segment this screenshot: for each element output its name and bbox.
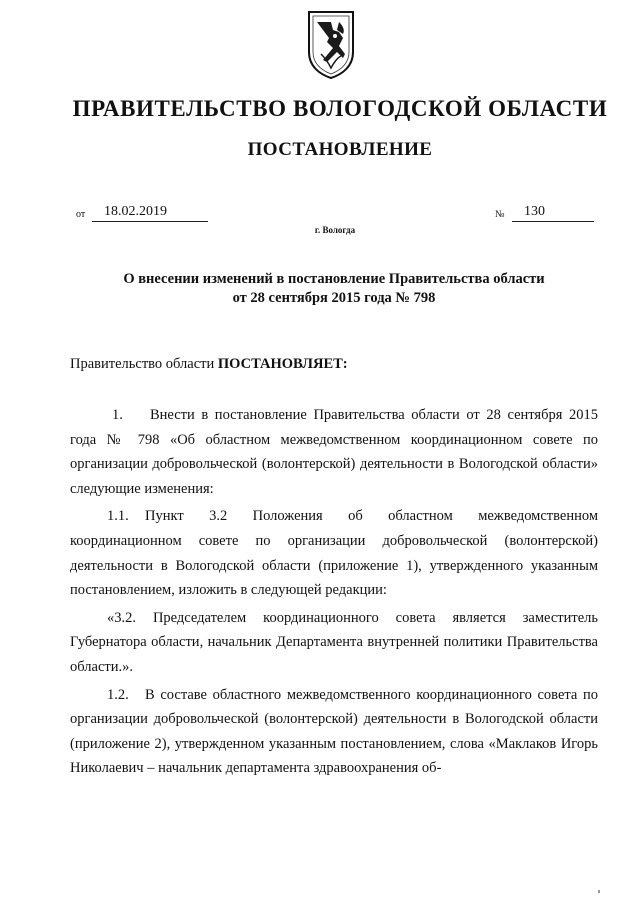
subject-line-2: от 28 сентября 2015 года № 798	[232, 290, 436, 306]
document-subject	[70, 270, 598, 308]
item-number: 1.2.	[107, 686, 129, 703]
date-underline	[92, 221, 208, 222]
document-date: 18.02.2019	[104, 204, 167, 219]
item-text: Внести в постановление Правительства области от 28 сентября 2015 года № 798 «Об областном межведомственном координационном совете по организации добровольческой (волонтерской) деятельности в Вологодской области» следующие изменения:	[70, 407, 598, 497]
city: г. Вологда	[314, 225, 356, 235]
item-text: В составе областного межведомственного координационного совета по организации добровольческой (волонтерской) деятельности в Вологодской области (приложение 2), утвержденном указанным постановлением, слова «Маклаков Игорь Николаевич – начальник департамента здравоохранения об-	[70, 686, 598, 777]
coat-of-arms-icon	[303, 8, 359, 80]
number-underline	[512, 221, 594, 222]
government-title: ПРАВИТЕЛЬСТВО ВОЛОГОДСКОЙ ОБЛАСТИ	[72, 96, 608, 121]
scan-artifact	[598, 890, 600, 893]
document-body	[70, 403, 598, 784]
decree-statement	[70, 356, 348, 373]
paragraph-item	[70, 683, 598, 781]
document-type: ПОСТАНОВЛЕНИЕ	[247, 139, 433, 160]
item-number: 1.	[112, 407, 123, 423]
paragraph-item	[70, 403, 598, 501]
decree-prefix: Правительство области	[70, 356, 218, 372]
paragraph-item	[70, 504, 598, 602]
document-number: 130	[524, 204, 545, 219]
decree-verb: ПОСТАНОВЛЯЕТ:	[217, 356, 348, 372]
paragraph-item	[70, 606, 598, 680]
date-label: от	[76, 209, 86, 220]
item-number: 1.1.	[107, 508, 129, 525]
item-text: «3.2. Председателем координационного совета является заместитель Губернатора области, начальник Департамента внутренней политики Правительства области.».	[70, 609, 598, 675]
subject-line-1: О внесении изменений в постановление Правительства области	[123, 271, 545, 287]
number-label: №	[495, 209, 505, 220]
item-text: Пункт 3.2 Положения об областном межведомственном координационном совете по организации добровольческой (волонтерской) деятельности в Вологодской области (приложение 1), утвержденного указанным постановлением, изложить в следующей редакции:	[70, 508, 598, 599]
